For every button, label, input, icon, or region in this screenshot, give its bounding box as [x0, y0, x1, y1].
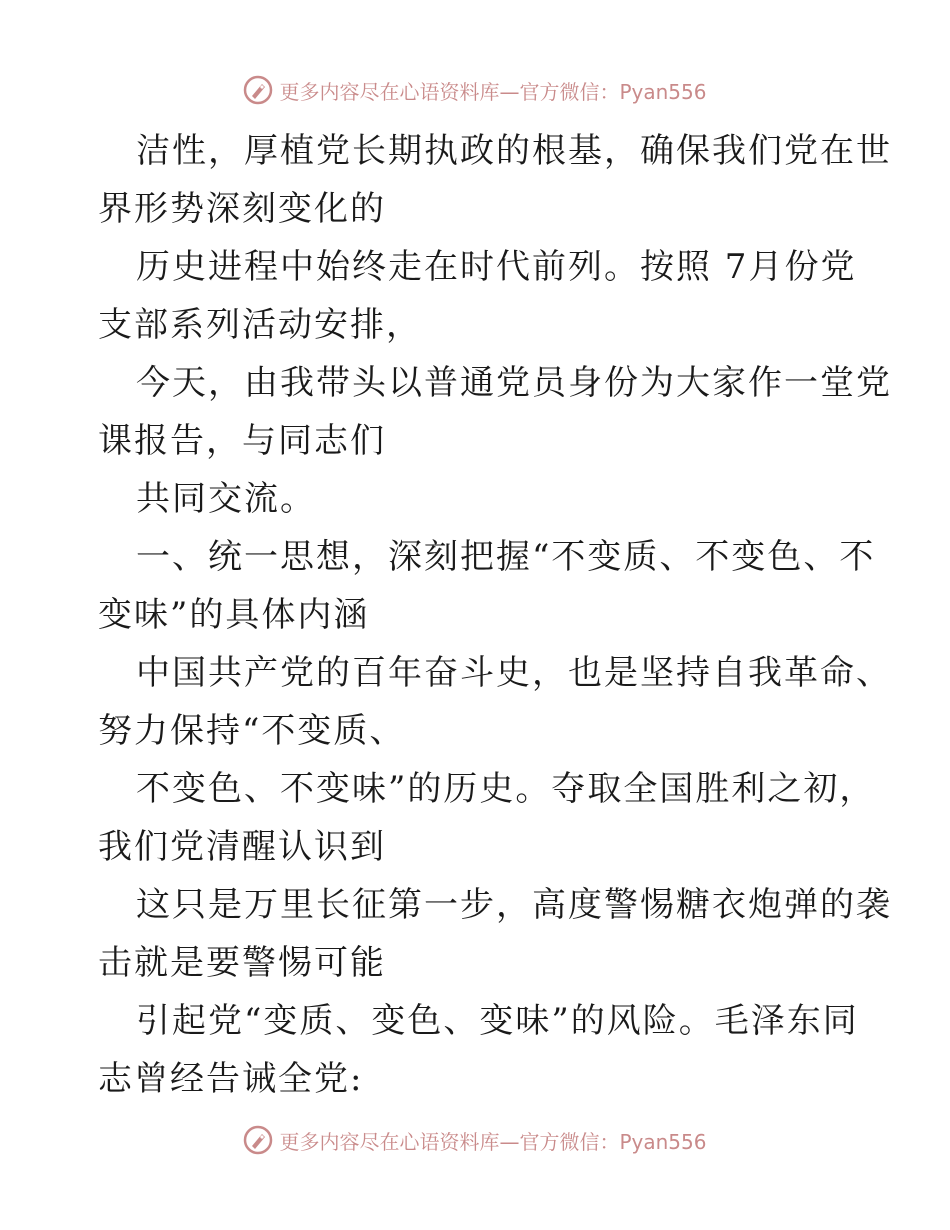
- paragraph: [98, 354, 892, 470]
- pen-nib-logo-icon: [243, 1125, 273, 1155]
- paragraph-line: 我们党清醒认识到: [98, 827, 386, 867]
- paragraph-line: 中国共产党的百年奋斗史，也是坚持自我革命、: [136, 653, 892, 693]
- footer-watermark-text: 更多内容尽在心语资料库—官方微信：Pyan556: [279, 1129, 707, 1154]
- paragraph-line: 这只是万里长征第一步，高度警惕糖衣炮弹的袭: [136, 885, 892, 925]
- paragraph: [98, 760, 876, 876]
- paragraph-line: 引起党“变质、变色、变味”的风险。毛泽东同: [136, 1001, 859, 1041]
- paragraph-line: 今天，由我带头以普通党员身份为大家作一堂党: [136, 363, 892, 403]
- header-watermark-banner: [0, 70, 950, 110]
- paragraph: [98, 992, 858, 1108]
- paragraph-line: 洁性，厚植党长期执政的根基，确保我们党在世: [136, 131, 892, 171]
- paragraph: [98, 122, 892, 238]
- section-heading: [98, 528, 876, 644]
- paragraph-line: 界形势深刻变化的: [98, 189, 386, 229]
- paragraph-line: 课报告，与同志们: [98, 421, 386, 461]
- paragraph-line: 共同交流。: [136, 479, 316, 519]
- header-watermark-text: 更多内容尽在心语资料库—官方微信：Pyan556: [279, 79, 707, 104]
- paragraph: [98, 876, 892, 992]
- footer-watermark-banner: [0, 1120, 950, 1160]
- document-body: [98, 122, 892, 1108]
- paragraph-line: 支部系列活动安排，: [98, 305, 422, 345]
- paragraph-line: 不变色、不变味”的历史。夺取全国胜利之初，: [136, 769, 876, 809]
- paragraph-line: 志曾经告诫全党:: [98, 1059, 364, 1099]
- paragraph: [98, 644, 892, 760]
- paragraph: [98, 238, 858, 354]
- pen-nib-logo-icon: [243, 75, 273, 105]
- paragraph: [98, 470, 858, 528]
- paragraph-line: 努力保持“不变质、: [98, 711, 406, 751]
- paragraph-line: 击就是要警惕可能: [98, 943, 386, 983]
- paragraph-line: 一、统一思想，深刻把握“不变质、不变色、不: [136, 537, 876, 577]
- paragraph-line: 历史进程中始终走在时代前列。按照 7月份党: [136, 247, 857, 287]
- paragraph-line: 变味”的具体内涵: [98, 595, 370, 635]
